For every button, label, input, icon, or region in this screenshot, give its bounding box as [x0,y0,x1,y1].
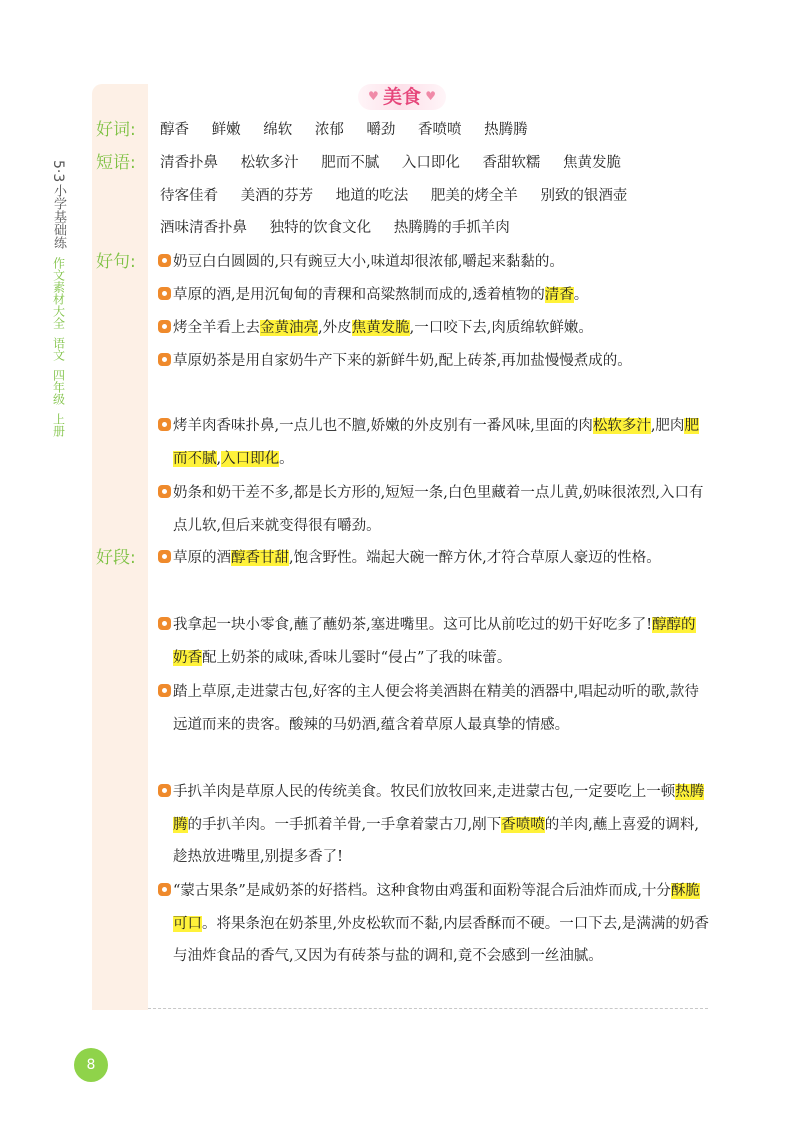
series-subtitle [44,257,72,437]
subtitle-grade: 四年级 [51,369,66,406]
phrase: 别致的银酒壶 [540,188,628,204]
bullet-icon [158,784,171,797]
phrase: 入口即化 [401,155,460,171]
phrase: 待客佳肴 [160,188,218,204]
bullet-icon [158,287,171,300]
phrase: 香甜软糯 [482,155,541,171]
word: 鲜嫩 [211,122,241,138]
sentence-item: 奶豆白白圆圆的,只有豌豆大小,味道却很浓郁,嚼起来黏黏的。 [158,246,710,279]
highlight: 醇香甘甜 [231,550,289,566]
words-row [160,119,546,141]
sentence-item: 奶条和奶干差不多,都是长方形的,短短一条,白色里藏着一点儿黄,奶味很浓烈,入口有点儿软,但后来就变得很有嚼劲。 [158,477,710,542]
bullet-icon [158,550,171,563]
bottom-divider [148,1008,708,1009]
highlight: 酥脆可口 [173,883,700,932]
sentence-item: 烤羊肉香味扑鼻,一点儿也不膻,娇嫩的外皮别有一番风味,里面的肉松软多汁,肥肉肥而不腻,入口即化。 [158,410,710,475]
label-phrases: 短语: [96,153,136,173]
subtitle-subject: 语文 [51,337,66,362]
phrase: 地道的吃法 [335,188,409,204]
word: 醇香 [160,122,189,138]
side-title [44,160,72,437]
brand-block [44,160,72,249]
phrase: 肥美的烤全羊 [430,188,518,204]
bullet-icon [158,617,171,630]
phrase: 独特的饮食文化 [269,220,372,236]
word: 浓郁 [314,122,344,138]
phrase: 焦黄发脆 [563,155,622,171]
highlight: 香喷喷 [501,816,545,833]
subtitle-collection: 作文素材大全 [51,257,66,330]
highlight: 焦黄发脆 [351,320,410,336]
paragraph-item: “蒙古果条”是咸奶茶的好搭档。这种食物由鸡蛋和面粉等混合后油炸而成,十分酥脆可口。将果条泡在奶茶里,外皮松软而不黏,内层香酥而不硬。一口下去,是满满的奶香与油炸食品的香气,又因为有砖茶与盐的调和,竟不会感到一丝油腻。 [158,875,710,973]
phrases-row-2 [160,185,645,207]
highlight: 热腾腾 [173,784,705,833]
heart-icon: ♥ [368,89,379,103]
bullet-icon [158,485,171,498]
highlight: 醇醇的奶香 [173,617,696,666]
highlight: 肥而不腻 [173,418,699,467]
highlight: 入口即化 [221,450,280,467]
paragraph-item: 草原的酒醇香甘甜,饱含野性。端起大碗一醉方休,才符合草原人豪迈的性格。 [158,542,710,575]
brand-number: 5·3 [50,160,66,183]
word: 热腾腾 [484,122,528,138]
phrase: 肥而不腻 [321,155,380,171]
subtitle-volume: 上册 [51,413,66,438]
bullet-icon [158,418,171,431]
highlight: 清香 [544,287,574,303]
paragraph-item: 手扒羊肉是草原人民的传统美食。牧民们放牧回来,走进蒙古包,一定要吃上一顿热腾腾的手扒羊肉。一手抓着羊骨,一手拿着蒙古刀,剐下香喷喷的羊肉,蘸上喜爱的调料,趁热放进嘴里,别提多香了! [158,776,710,874]
label-words: 好词: [96,120,136,140]
section-header [358,84,446,110]
word: 香喷喷 [418,122,462,138]
heart-icon: ♥ [425,89,436,103]
phrases-row-1 [160,152,639,174]
bullet-icon [158,254,171,267]
sentence-item: 草原的酒,是用沉甸甸的青稞和高粱熬制而成的,透着植物的清香。 [158,279,710,312]
phrases-row-3 [160,217,528,239]
bullet-icon [158,684,171,697]
sentence-item: 烤全羊看上去金黄油亮,外皮焦黄发脆,一口咬下去,肉质绵软鲜嫩。 [158,312,710,345]
page-number: 8 [74,1048,108,1082]
bullet-icon [158,883,171,896]
brand-name: 小学基础练 [51,184,66,250]
paragraph-item: 我拿起一块小零食,蘸了蘸奶茶,塞进嘴里。这可比从前吃过的奶干好吃多了!醇醇的奶香配上奶茶的咸味,香味儿霎时“侵占”了我的味蕾。 [158,609,710,674]
label-paragraphs: 好段: [96,548,136,568]
label-sentences: 好句: [96,252,136,272]
section-title: 美食 [382,86,421,108]
highlight: 金黄油亮 [260,320,318,336]
phrase: 松软多汁 [240,155,299,171]
phrase: 热腾腾的手抓羊肉 [393,220,510,236]
word: 嚼劲 [366,122,396,138]
paragraph-item: 踏上草原,走进蒙古包,好客的主人便会将美酒斟在精美的酒器中,唱起动听的歌,款待远道而来的贵客。酸辣的马奶酒,蕴含着草原人最真挚的情感。 [158,676,710,741]
phrase: 清香扑鼻 [160,155,218,171]
bullet-icon [158,353,171,366]
highlight: 松软多汁 [592,418,651,434]
phrase: 酒味清香扑鼻 [160,220,247,236]
phrase: 美酒的芬芳 [240,188,314,204]
word: 绵软 [263,122,293,138]
sentence-item: 草原奶茶是用自家奶牛产下来的新鲜牛奶,配上砖茶,再加盐慢慢煮成的。 [158,345,710,378]
bullet-icon [158,320,171,333]
